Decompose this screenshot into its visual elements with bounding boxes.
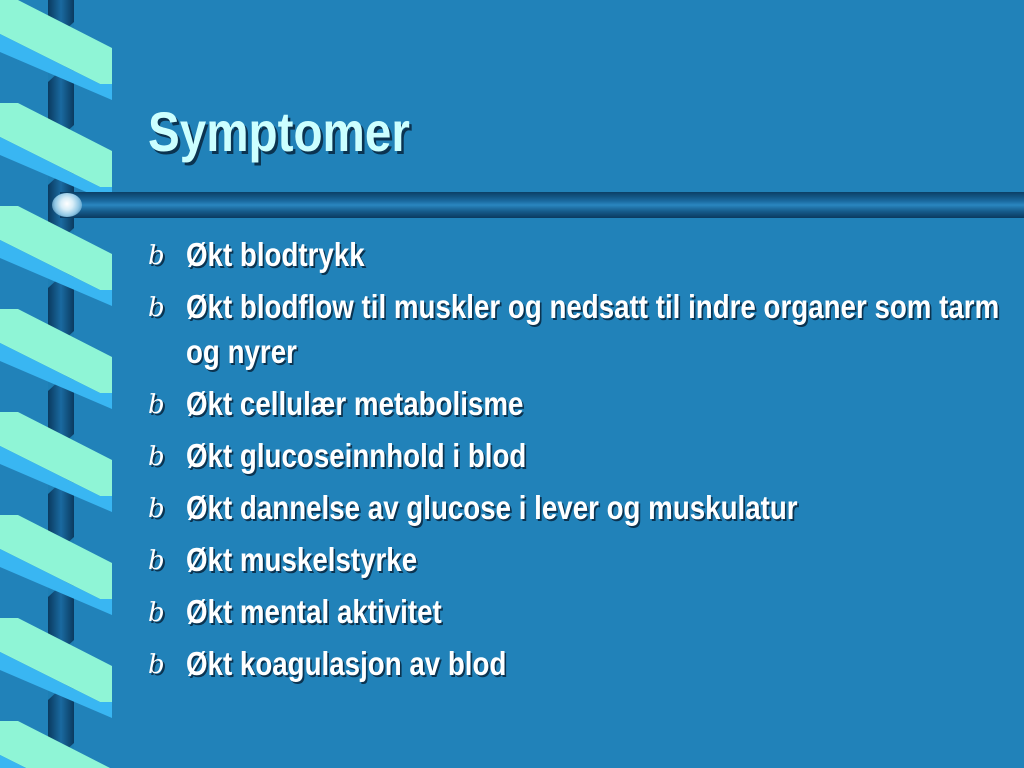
bullet-icon: b [148, 650, 165, 680]
list-item-text: Økt cellulær metabolisme [186, 385, 524, 422]
bullet-icon: b [148, 390, 165, 420]
symptom-list [148, 232, 1008, 693]
bullet-icon: b [148, 241, 165, 271]
slide-title: Symptomer [148, 100, 410, 163]
bullet-icon: b [148, 442, 165, 472]
list-item-text: Økt blodflow til muskler og nedsatt til indre organer som tarm og nyrer [186, 288, 1000, 370]
list-item-text: Økt glucoseinnhold i blod [186, 437, 527, 474]
bullet-icon: b [148, 293, 165, 323]
bullet-icon: b [148, 598, 165, 628]
list-item [148, 537, 1008, 582]
list-item [148, 589, 1008, 634]
title-divider-bar [60, 192, 1024, 218]
list-item-text: Økt koagulasjon av blod [186, 645, 507, 682]
list-item-text: Økt blodtrykk [186, 236, 365, 273]
list-item-text: Økt mental aktivitet [186, 593, 442, 630]
bullet-icon: b [148, 494, 165, 524]
bullet-icon: b [148, 546, 165, 576]
list-item-text: Økt muskelstyrke [186, 541, 418, 578]
divider-knob [52, 193, 82, 217]
decorative-ribbon [0, 0, 112, 768]
list-item-text: Økt dannelse av glucose i lever og muskulatur [186, 489, 798, 526]
list-item [148, 284, 1008, 374]
list-item [148, 485, 1008, 530]
list-item [148, 433, 1008, 478]
list-item [148, 641, 1008, 686]
list-item [148, 232, 1008, 277]
list-item [148, 381, 1008, 426]
